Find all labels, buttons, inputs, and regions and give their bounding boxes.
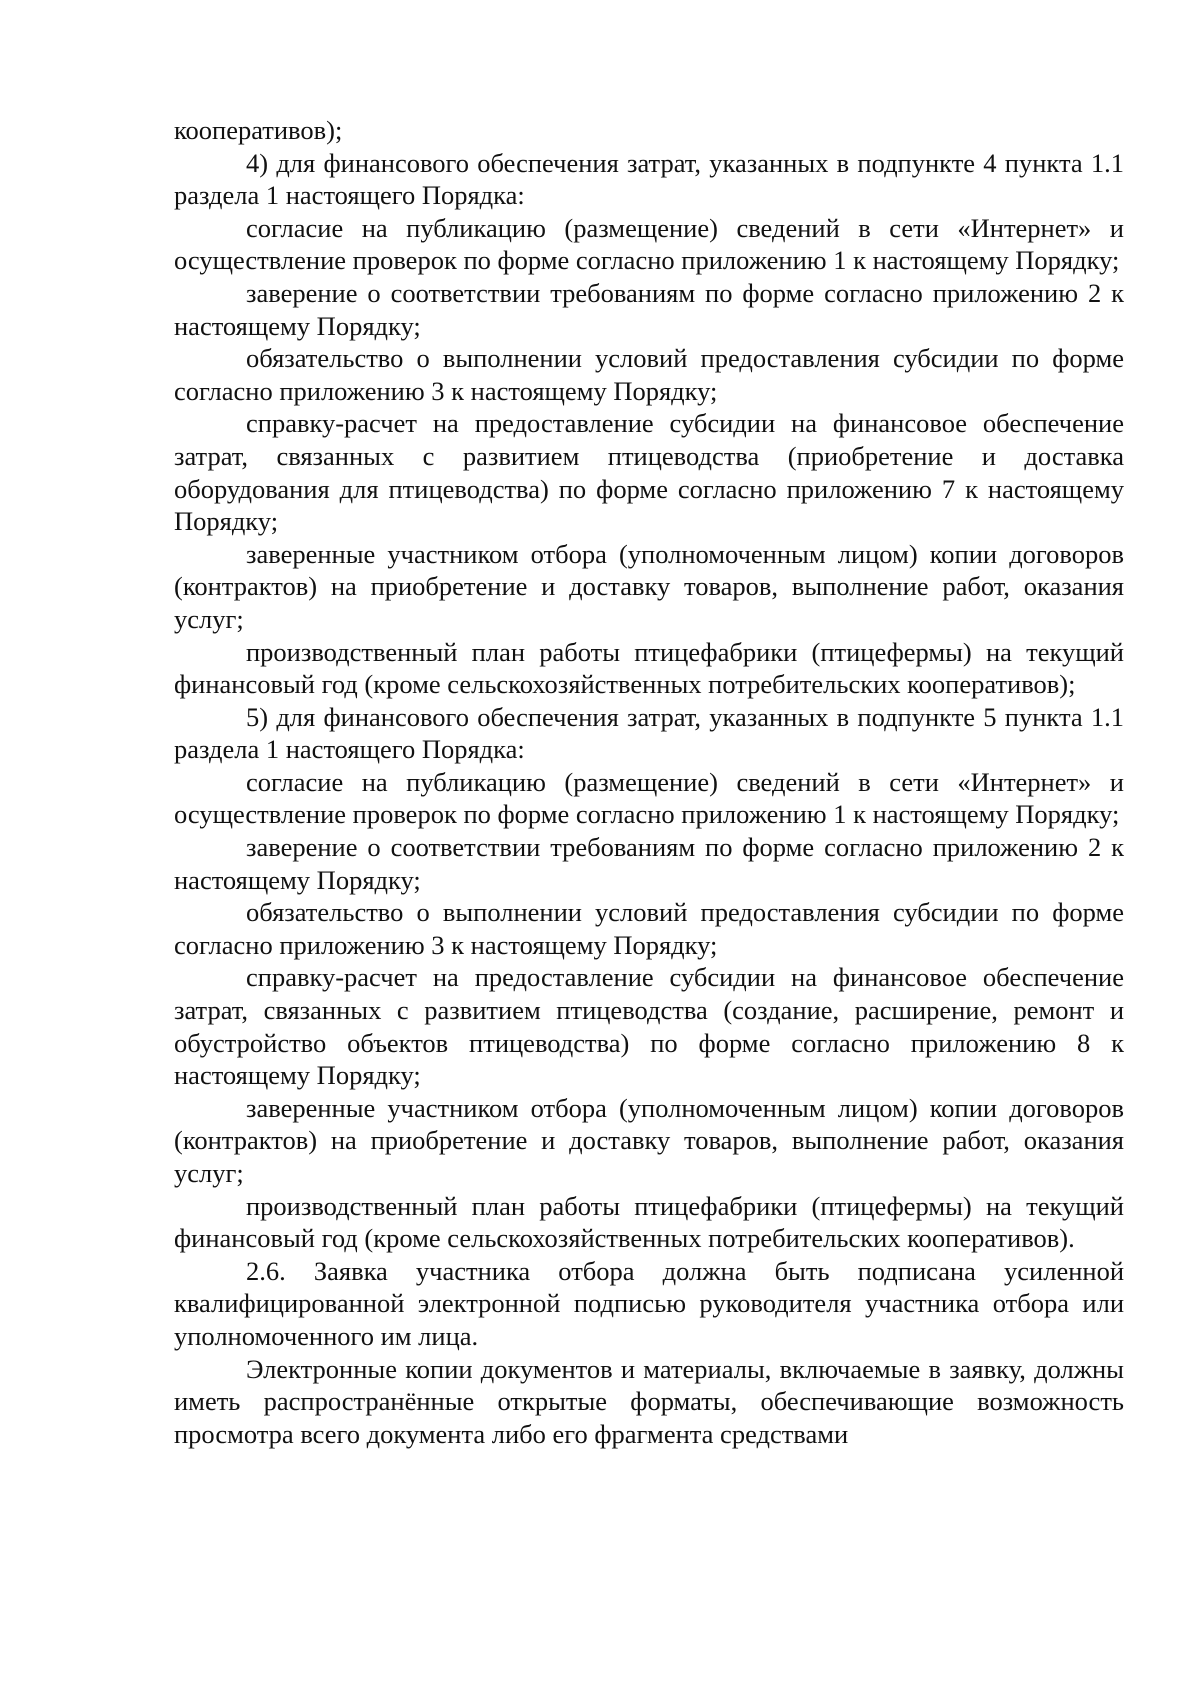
document-page (174, 114, 1124, 1450)
paragraph-continuation: кооперативов); (174, 115, 343, 145)
paragraph-calculation-certificate: справку-расчет на предоставление субсидии на финансовое обеспечение затрат, связанных с развитием птицеводства (создание, расширение, ремонт и обустройство объектов птицеводства) по форме согласно приложению 8 к настоящему Порядку; (174, 962, 1124, 1091)
paragraph-section-2-6: 2.6. Заявка участника отбора должна быть подписана усиленной квалифицированной электронной подписью руководителя участника отбора или уполномоченного им лица. (174, 1255, 1124, 1351)
paragraph-consent-publication: согласие на публикацию (размещение) сведений в сети «Интернет» и осуществление проверок по форме согласно приложению 1 к настоящему Порядку; (174, 766, 1124, 830)
paragraph-production-plan: производственный план работы птицефабрики (птицефермы) на текущий финансовый год (кроме сельскохозяйственных потребительских кооперативов); (174, 636, 1124, 700)
paragraph-compliance-assurance: заверение о соответствии требованиям по форме согласно приложению 2 к настоящему Порядку; (174, 832, 1124, 895)
paragraph-obligation: обязательство о выполнении условий предоставления субсидии по форме согласно приложению 3 к настоящему Порядку; (174, 343, 1124, 406)
paragraph-consent-publication: согласие на публикацию (размещение) сведений в сети «Интернет» и осуществление проверок по форме согласно приложению 1 к настоящему Порядку; (174, 212, 1124, 276)
paragraph-item-4: 4) для финансового обеспечения затрат, указанных в подпункте 4 пункта 1.1 раздела 1 настоящего Порядка: (174, 147, 1124, 211)
paragraph-contract-copies: заверенные участником отбора (уполномоченным лицом) копии договоров (контрактов) на приобретение и доставку товаров, выполнение работ, оказания услуг; (174, 1092, 1124, 1188)
paragraph-production-plan: производственный план работы птицефабрики (птицефермы) на текущий финансовый год (кроме сельскохозяйственных потребительских кооперативов). (174, 1190, 1124, 1254)
paragraph-obligation: обязательство о выполнении условий предоставления субсидии по форме согласно приложению 3 к настоящему Порядку; (174, 897, 1124, 960)
paragraph-contract-copies: заверенные участником отбора (уполномоченным лицом) копии договоров (контрактов) на приобретение и доставку товаров, выполнение работ, оказания услуг; (174, 538, 1124, 634)
paragraph-item-5: 5) для финансового обеспечения затрат, указанных в подпункте 5 пункта 1.1 раздела 1 настоящего Порядка: (174, 701, 1124, 765)
paragraph-compliance-assurance: заверение о соответствии требованиям по форме согласно приложению 2 к настоящему Порядку; (174, 277, 1124, 341)
paragraph-electronic-copies: Электронные копии документов и материалы, включаемые в заявку, должны иметь распространённые открытые форматы, обеспечивающие возможность просмотра всего документа либо его фрагмента средствами (174, 1353, 1124, 1449)
paragraph-calculation-certificate: справку-расчет на предоставление субсидии на финансовое обеспечение затрат, связанных с развитием птицеводства (приобретение и доставка оборудования для птицеводства) по форме согласно приложению 7 к настоящему Порядку; (174, 408, 1124, 537)
